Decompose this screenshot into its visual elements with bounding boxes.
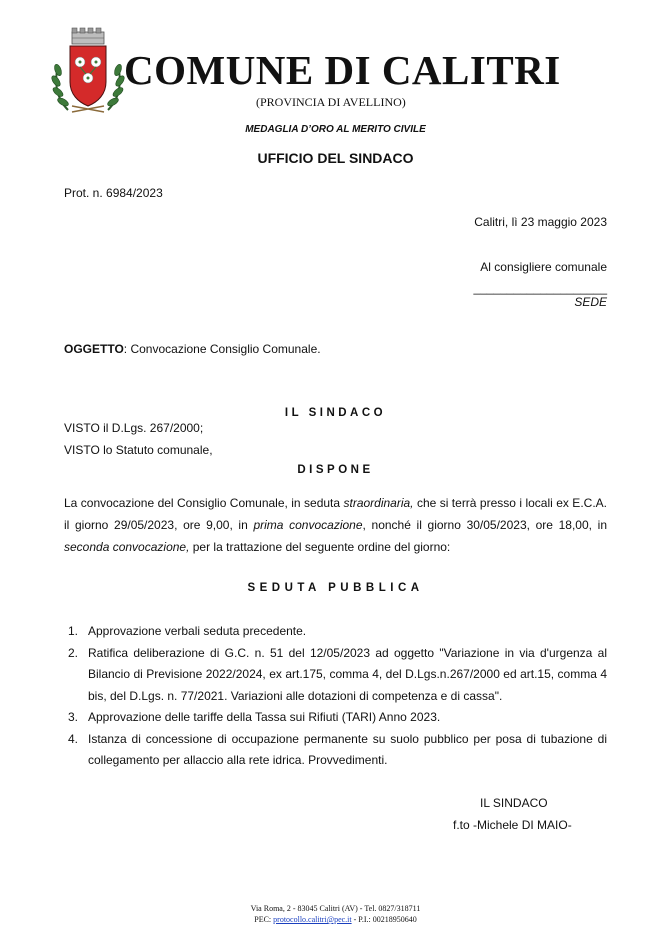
- agenda-item: [64, 707, 607, 729]
- footer: [0, 903, 671, 925]
- signature-name: f.to -Michele DI MAIO-: [453, 818, 572, 832]
- comune-crest-emblem: [50, 26, 126, 118]
- protocol-number: Prot. n. 6984/2023: [64, 186, 163, 200]
- vat-number: - P.I.: 00218950640: [351, 915, 417, 924]
- province-subtitle: (PROVINCIA DI AVELLINO): [256, 95, 406, 109]
- agenda-number: 1.: [68, 624, 79, 638]
- para-text-4: per la trattazione del seguente ordine del giorno:: [189, 540, 451, 554]
- para-text-3: , nonché il giorno 30/05/2023, ore 18,00, in: [362, 518, 607, 532]
- footer-contact: [0, 914, 671, 925]
- para-text-2: che si terrà presso i locali ex E.C.A. il giorno 29/05/2023, ore 9,00, in: [64, 496, 607, 532]
- para-italic-1: straordinaria,: [343, 496, 414, 510]
- dispone-heading: DISPONE: [297, 464, 374, 476]
- agenda-list: [64, 621, 607, 772]
- seduta-pubblica-heading: SEDUTA PUBBLICA: [247, 582, 424, 594]
- agenda-item: [64, 643, 607, 708]
- agenda-item: [64, 621, 607, 643]
- signature-role: IL SINDACO: [480, 796, 548, 810]
- para-text-1: La convocazione del Consiglio Comunale, in seduta: [64, 496, 344, 510]
- para-italic-2: prima convocazione: [253, 518, 363, 532]
- agenda-number: 2.: [68, 645, 79, 660]
- agenda-item: [64, 729, 607, 772]
- place-date: Calitri, lì 23 maggio 2023: [474, 215, 607, 229]
- footer-address: Via Roma, 2 - 83045 Calitri (AV) - Tel. 0827/318711: [250, 904, 421, 913]
- pec-email-link[interactable]: protocollo.calitri@pec.it: [273, 915, 352, 924]
- pec-label: PEC:: [254, 915, 274, 924]
- agenda-text: Istanza di concessione di occupazione permanente su suolo pubblico per posa di tubazione di collegamento per allaccio alla rete idrica. Provvedimenti.: [88, 731, 607, 767]
- recipient-sede: SEDE: [574, 295, 607, 309]
- subject-line: [64, 342, 321, 356]
- municipality-title: COMUNE DI CALITRI: [124, 47, 561, 93]
- visto-line-1: VISTO il D.Lgs. 267/2000;: [64, 421, 204, 435]
- recipient-blank-line: ____________________: [473, 281, 607, 295]
- agenda-number: 3.: [68, 710, 79, 724]
- agenda-number: 4.: [68, 731, 79, 746]
- agenda-text: Ratifica deliberazione di G.C. n. 51 del 12/05/2023 ad oggetto "Variazione in via d'urgenza al Bilancio di Previsione 2022/2024, ex art.175, comma 4, del D.Lgs.n.267/2000 ed art.15, comma 4 bis, del D.Lgs. n. 77/2021. Variazioni alle dotazioni di competenza e di cassa".: [88, 645, 607, 703]
- recipient-line: Al consigliere comunale: [480, 260, 607, 274]
- agenda-text: Approvazione delle tariffe della Tassa sui Rifiuti (TARI) Anno 2023.: [88, 710, 441, 724]
- il-sindaco-heading: IL SINDACO: [284, 407, 387, 419]
- subject-text: : Convocazione Consiglio Comunale.: [123, 342, 321, 356]
- agenda-text: Approvazione verbali seduta precedente.: [88, 624, 307, 638]
- subject-label: OGGETTO: [64, 342, 124, 356]
- medal-honor-line: MEDAGLIA D’ORO AL MERITO CIVILE: [245, 124, 426, 135]
- visto-line-2: VISTO lo Statuto comunale,: [64, 443, 213, 457]
- para-italic-3: seconda convocazione,: [64, 540, 190, 554]
- convocation-paragraph: [64, 492, 607, 558]
- office-heading: UFFICIO DEL SINDACO: [257, 150, 414, 166]
